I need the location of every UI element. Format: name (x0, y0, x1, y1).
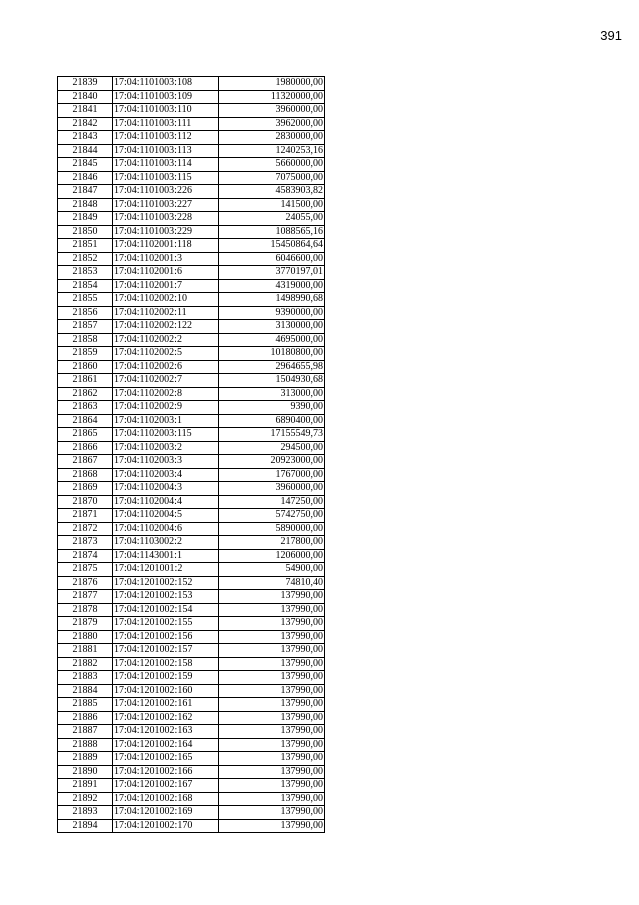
cadastral-number: 17:04:1201002:162 (113, 711, 219, 725)
cadastral-value: 3770197,01 (219, 266, 325, 280)
cadastral-value: 4319000,00 (219, 279, 325, 293)
row-number: 21855 (58, 293, 113, 307)
cadastral-value: 313000,00 (219, 387, 325, 401)
row-number: 21860 (58, 360, 113, 374)
row-number: 21871 (58, 509, 113, 523)
table-row (58, 428, 325, 442)
cadastral-value: 137990,00 (219, 671, 325, 685)
cadastral-number: 17:04:1201002:156 (113, 630, 219, 644)
cadastral-number: 17:04:1101003:226 (113, 185, 219, 199)
table-row (58, 617, 325, 631)
row-number: 21884 (58, 684, 113, 698)
table-body (58, 77, 325, 833)
cadastral-value: 9390000,00 (219, 306, 325, 320)
table-row (58, 549, 325, 563)
row-number: 21866 (58, 441, 113, 455)
cadastral-number: 17:04:1102004:6 (113, 522, 219, 536)
cadastral-value: 4695000,00 (219, 333, 325, 347)
cadastral-number: 17:04:1102002:8 (113, 387, 219, 401)
row-number: 21851 (58, 239, 113, 253)
cadastral-number: 17:04:1201002:164 (113, 738, 219, 752)
cadastral-value: 17155549,73 (219, 428, 325, 442)
table-row (58, 387, 325, 401)
row-number: 21854 (58, 279, 113, 293)
cadastral-value: 137990,00 (219, 765, 325, 779)
row-number: 21846 (58, 171, 113, 185)
cadastral-number: 17:04:1201002:155 (113, 617, 219, 631)
cadastral-number: 17:04:1101003:229 (113, 225, 219, 239)
cadastral-value-table (57, 76, 325, 833)
cadastral-number: 17:04:1201002:163 (113, 725, 219, 739)
row-number: 21894 (58, 819, 113, 833)
cadastral-value: 1767000,00 (219, 468, 325, 482)
cadastral-value: 2964655,98 (219, 360, 325, 374)
cadastral-value: 137990,00 (219, 792, 325, 806)
table-row (58, 792, 325, 806)
cadastral-number: 17:04:1201001:2 (113, 563, 219, 577)
table-row (58, 630, 325, 644)
cadastral-number: 17:04:1102002:6 (113, 360, 219, 374)
cadastral-value: 9390,00 (219, 401, 325, 415)
cadastral-value: 1498990,68 (219, 293, 325, 307)
row-number: 21867 (58, 455, 113, 469)
table-row (58, 239, 325, 253)
cadastral-number: 17:04:1201002:157 (113, 644, 219, 658)
cadastral-value: 5742750,00 (219, 509, 325, 523)
table-row (58, 198, 325, 212)
table-row (58, 495, 325, 509)
row-number: 21878 (58, 603, 113, 617)
table-row (58, 414, 325, 428)
table-row (58, 77, 325, 91)
row-number: 21889 (58, 752, 113, 766)
row-number: 21890 (58, 765, 113, 779)
table-row (58, 522, 325, 536)
cadastral-value: 3960000,00 (219, 104, 325, 118)
cadastral-value: 137990,00 (219, 711, 325, 725)
cadastral-number: 17:04:1201002:153 (113, 590, 219, 604)
table-row (58, 590, 325, 604)
table-row (58, 320, 325, 334)
table-row (58, 131, 325, 145)
row-number: 21864 (58, 414, 113, 428)
table-row (58, 482, 325, 496)
table-row (58, 347, 325, 361)
row-number: 21881 (58, 644, 113, 658)
cadastral-value: 7075000,00 (219, 171, 325, 185)
row-number: 21865 (58, 428, 113, 442)
cadastral-number: 17:04:1101003:114 (113, 158, 219, 172)
table-row (58, 468, 325, 482)
row-number: 21844 (58, 144, 113, 158)
table-row (58, 644, 325, 658)
row-number: 21876 (58, 576, 113, 590)
table-row (58, 225, 325, 239)
table-row (58, 252, 325, 266)
row-number: 21886 (58, 711, 113, 725)
row-number: 21882 (58, 657, 113, 671)
row-number: 21887 (58, 725, 113, 739)
table-row (58, 374, 325, 388)
cadastral-number: 17:04:1201002:168 (113, 792, 219, 806)
cadastral-number: 17:04:1201002:166 (113, 765, 219, 779)
cadastral-number: 17:04:1101003:108 (113, 77, 219, 91)
table-row (58, 657, 325, 671)
cadastral-value: 3962000,00 (219, 117, 325, 131)
cadastral-number: 17:04:1101003:109 (113, 90, 219, 104)
row-number: 21872 (58, 522, 113, 536)
row-number: 21875 (58, 563, 113, 577)
row-number: 21892 (58, 792, 113, 806)
row-number: 21862 (58, 387, 113, 401)
row-number: 21891 (58, 779, 113, 793)
cadastral-value: 4583903,82 (219, 185, 325, 199)
cadastral-number: 17:04:1102004:5 (113, 509, 219, 523)
cadastral-number: 17:04:1201002:169 (113, 806, 219, 820)
cadastral-value: 137990,00 (219, 603, 325, 617)
row-number: 21848 (58, 198, 113, 212)
row-number: 21847 (58, 185, 113, 199)
cadastral-value: 137990,00 (219, 698, 325, 712)
cadastral-value: 137990,00 (219, 684, 325, 698)
table-row (58, 279, 325, 293)
table-row (58, 752, 325, 766)
table-row (58, 293, 325, 307)
row-number: 21839 (58, 77, 113, 91)
cadastral-value: 1504930,68 (219, 374, 325, 388)
cadastral-value: 3960000,00 (219, 482, 325, 496)
table-row (58, 671, 325, 685)
row-number: 21841 (58, 104, 113, 118)
row-number: 21869 (58, 482, 113, 496)
cadastral-value: 11320000,00 (219, 90, 325, 104)
table-row (58, 171, 325, 185)
row-number: 21879 (58, 617, 113, 631)
cadastral-number: 17:04:1102003:1 (113, 414, 219, 428)
table-row (58, 806, 325, 820)
cadastral-value: 141500,00 (219, 198, 325, 212)
cadastral-value: 137990,00 (219, 657, 325, 671)
cadastral-value: 137990,00 (219, 819, 325, 833)
cadastral-number: 17:04:1101003:227 (113, 198, 219, 212)
row-number: 21885 (58, 698, 113, 712)
cadastral-number: 17:04:1102002:10 (113, 293, 219, 307)
table-row (58, 576, 325, 590)
row-number: 21880 (58, 630, 113, 644)
cadastral-number: 17:04:1102002:5 (113, 347, 219, 361)
table-row (58, 117, 325, 131)
cadastral-value: 137990,00 (219, 630, 325, 644)
cadastral-value: 137990,00 (219, 779, 325, 793)
cadastral-number: 17:04:1102003:115 (113, 428, 219, 442)
cadastral-value: 5660000,00 (219, 158, 325, 172)
cadastral-value: 137990,00 (219, 590, 325, 604)
cadastral-value: 20923000,00 (219, 455, 325, 469)
cadastral-number: 17:04:1101003:110 (113, 104, 219, 118)
table-row (58, 563, 325, 577)
cadastral-number: 17:04:1201002:154 (113, 603, 219, 617)
cadastral-value: 6890400,00 (219, 414, 325, 428)
cadastral-value: 137990,00 (219, 644, 325, 658)
cadastral-value: 24055,00 (219, 212, 325, 226)
table-row (58, 684, 325, 698)
cadastral-number: 17:04:1102001:6 (113, 266, 219, 280)
cadastral-value: 10180800,00 (219, 347, 325, 361)
table-row (58, 333, 325, 347)
cadastral-number: 17:04:1201002:161 (113, 698, 219, 712)
cadastral-number: 17:04:1102002:7 (113, 374, 219, 388)
cadastral-number: 17:04:1102004:3 (113, 482, 219, 496)
table-row (58, 212, 325, 226)
cadastral-value: 1980000,00 (219, 77, 325, 91)
row-number: 21849 (58, 212, 113, 226)
cadastral-number: 17:04:1201002:167 (113, 779, 219, 793)
table-row (58, 104, 325, 118)
cadastral-number: 17:04:1201002:159 (113, 671, 219, 685)
cadastral-value: 147250,00 (219, 495, 325, 509)
cadastral-number: 17:04:1103002:2 (113, 536, 219, 550)
cadastral-value: 2830000,00 (219, 131, 325, 145)
cadastral-number: 17:04:1102001:3 (113, 252, 219, 266)
cadastral-number: 17:04:1102002:11 (113, 306, 219, 320)
row-number: 21893 (58, 806, 113, 820)
row-number: 21863 (58, 401, 113, 415)
table-row (58, 765, 325, 779)
cadastral-value: 15450864,64 (219, 239, 325, 253)
cadastral-value: 137990,00 (219, 806, 325, 820)
cadastral-number: 17:04:1201002:160 (113, 684, 219, 698)
row-number: 21861 (58, 374, 113, 388)
row-number: 21843 (58, 131, 113, 145)
cadastral-value: 217800,00 (219, 536, 325, 550)
table-row (58, 401, 325, 415)
cadastral-value: 1206000,00 (219, 549, 325, 563)
cadastral-number: 17:04:1201002:165 (113, 752, 219, 766)
cadastral-number: 17:04:1201002:152 (113, 576, 219, 590)
row-number: 21883 (58, 671, 113, 685)
cadastral-value: 137990,00 (219, 725, 325, 739)
cadastral-value: 3130000,00 (219, 320, 325, 334)
table-row (58, 266, 325, 280)
table-row (58, 158, 325, 172)
table-row (58, 509, 325, 523)
row-number: 21873 (58, 536, 113, 550)
row-number: 21870 (58, 495, 113, 509)
cadastral-number: 17:04:1143001:1 (113, 549, 219, 563)
table-row (58, 819, 325, 833)
cadastral-number: 17:04:1101003:115 (113, 171, 219, 185)
cadastral-value: 1240253,16 (219, 144, 325, 158)
table-row (58, 698, 325, 712)
cadastral-number: 17:04:1102001:118 (113, 239, 219, 253)
cadastral-value: 137990,00 (219, 617, 325, 631)
row-number: 21842 (58, 117, 113, 131)
cadastral-number: 17:04:1102002:122 (113, 320, 219, 334)
row-number: 21859 (58, 347, 113, 361)
table-row (58, 603, 325, 617)
table-row (58, 185, 325, 199)
table-row (58, 306, 325, 320)
row-number: 21857 (58, 320, 113, 334)
cadastral-value: 137990,00 (219, 752, 325, 766)
row-number: 21888 (58, 738, 113, 752)
row-number: 21852 (58, 252, 113, 266)
table-row (58, 779, 325, 793)
row-number: 21868 (58, 468, 113, 482)
row-number: 21853 (58, 266, 113, 280)
table-row (58, 725, 325, 739)
table-row (58, 144, 325, 158)
cadastral-number: 17:04:1101003:112 (113, 131, 219, 145)
cadastral-value: 54900,00 (219, 563, 325, 577)
cadastral-value: 74810,40 (219, 576, 325, 590)
cadastral-number: 17:04:1101003:113 (113, 144, 219, 158)
table-row (58, 455, 325, 469)
table-row (58, 738, 325, 752)
table-row (58, 536, 325, 550)
table-row (58, 360, 325, 374)
row-number: 21845 (58, 158, 113, 172)
cadastral-number: 17:04:1201002:170 (113, 819, 219, 833)
cadastral-number: 17:04:1102003:4 (113, 468, 219, 482)
cadastral-number: 17:04:1102001:7 (113, 279, 219, 293)
row-number: 21840 (58, 90, 113, 104)
page-number: 391 (600, 28, 622, 43)
table-row (58, 90, 325, 104)
row-number: 21877 (58, 590, 113, 604)
table-row (58, 711, 325, 725)
cadastral-number: 17:04:1101003:111 (113, 117, 219, 131)
cadastral-number: 17:04:1102002:9 (113, 401, 219, 415)
cadastral-number: 17:04:1102003:2 (113, 441, 219, 455)
cadastral-number: 17:04:1102003:3 (113, 455, 219, 469)
row-number: 21874 (58, 549, 113, 563)
cadastral-number: 17:04:1101003:228 (113, 212, 219, 226)
row-number: 21850 (58, 225, 113, 239)
cadastral-value: 6046600,00 (219, 252, 325, 266)
cadastral-number: 17:04:1102002:2 (113, 333, 219, 347)
cadastral-value: 137990,00 (219, 738, 325, 752)
cadastral-value: 294500,00 (219, 441, 325, 455)
cadastral-value: 1088565,16 (219, 225, 325, 239)
table-row (58, 441, 325, 455)
cadastral-number: 17:04:1201002:158 (113, 657, 219, 671)
row-number: 21858 (58, 333, 113, 347)
cadastral-number: 17:04:1102004:4 (113, 495, 219, 509)
cadastral-value: 5890000,00 (219, 522, 325, 536)
row-number: 21856 (58, 306, 113, 320)
